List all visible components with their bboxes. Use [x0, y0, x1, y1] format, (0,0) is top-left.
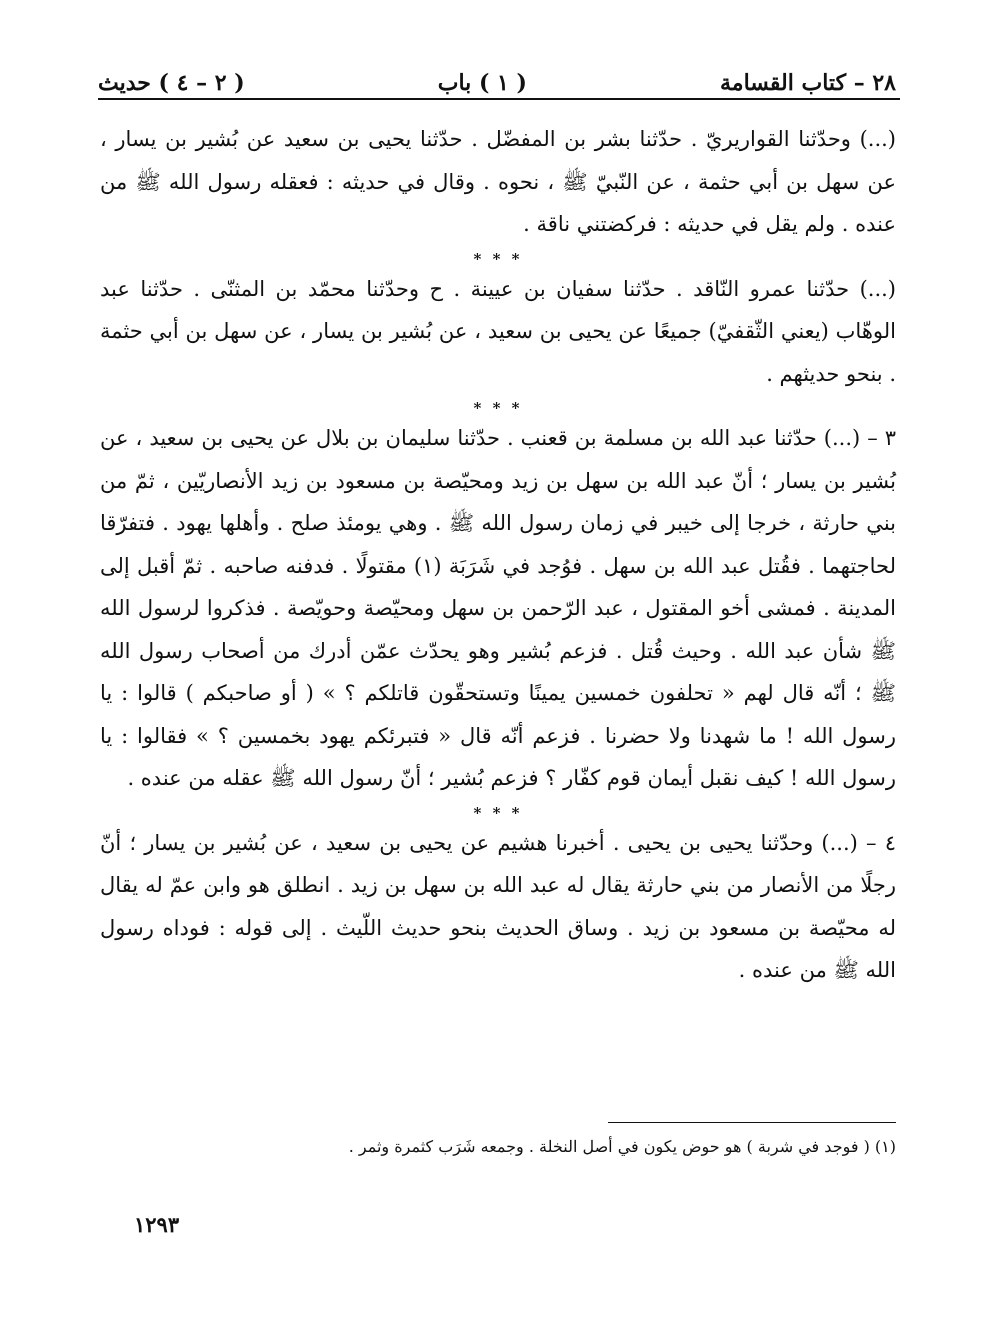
hadith-paragraph-4: ٤ – (...) وحدّثنا يحيى بن يحيى . أخبرنا هشيم عن يحيى بن سعيد ، عن بُشير بن يسار ؛ أنّ رجلًا من الأنصار من بني حارثة يقال له عبد الله بن سهل بن زيد . انطلق هو وابن عمّ له يقال له محيّصة بن مسعود بن زيد . وساق الحديث بنحو حديث اللّيث . إلى قوله : فوداه رسول الله ﷺ من عنده . — [100, 830, 896, 982]
footnote-rule — [608, 1122, 896, 1123]
section-separator: * * * — [473, 249, 523, 268]
header-rule — [98, 98, 900, 100]
book-title: ٢٨ – كتاب القسامة — [720, 70, 896, 96]
hadith-range: ( ٢ – ٤ ) حديث — [98, 70, 245, 96]
section-separator: * * * — [473, 803, 523, 822]
section-separator: * * * — [473, 399, 523, 417]
hadith-paragraph-1: (...) وحدّثنا القواريريّ . حدّثنا بشر بن المفضّل . حدّثنا يحيى بن سعيد عن بُشير بن يسار ، عن سهل بن أبي حثمة ، عن النّبيّ ﷺ ، نحوه . وقال في حديثه : فعقله رسول الله ﷺ من عنده . ولم يقل في حديثه : فركضتني ناقة . — [100, 127, 896, 236]
page-header — [98, 58, 896, 96]
page-number: ١٢٩٣ — [134, 1212, 180, 1237]
chapter-label: ( ١ ) باب — [437, 70, 527, 96]
main-text — [100, 118, 896, 992]
hadith-paragraph-2: (...) حدّثنا عمرو النّاقد . حدّثنا سفيان بن عيينة . ح وحدّثنا محمّد بن المثنّى . حدّثنا عبد الوهّاب (يعني الثّقفيّ) جميعًا عن يحيى بن سعيد ، عن بُشير بن يسار ، عن سهل بن أبي حثمة . بنحو حديثهم . — [100, 276, 896, 386]
hadith-paragraph-3: ٣ – (...) حدّثنا عبد الله بن مسلمة بن قعنب . حدّثنا سليمان بن بلال عن يحيى بن سعيد ، عن بُشير بن يسار ؛ أنّ عبد الله بن سهل بن زيد ومحيّصة بن مسعود بن زيد الأنصاريّين ، ثمّ من بني حارثة ، خرجا إلى خيبر في زمان رسول الله ﷺ . وهي يومئذ صلح . وأهلها يهود . فتفرّقا لحاجتهما . فقُتل عبد الله بن سهل . فوُجد في شَرَبَة (١) مقتولًا . فدفنه صاحبه . ثمّ أقبل إلى المدينة . فمشى أخو المقتول ، عبد الرّحمن بن سهل ومحيّصة وحويّصة . فذكروا لرسول الله ﷺ شأن عبد الله . وحيث قُتل . فزعم بُشير وهو يحدّث عمّن أدرك من أصحاب رسول الله ﷺ ؛ أنّه قال لهم « تحلفون خمسين يمينًا وتستحقّون قاتلكم ؟ » ( أو صاحبكم ) قالوا : يا رسول الله ! ما شهدنا ولا حضرنا . فزعم أنّه قال « فتبرئكم يهود بخمسين ؟ » فقالوا : يا رسول الله ! كيف نقبل أيمان قوم كفّار ؟ فزعم بُشير ؛ أنّ رسول الله ﷺ عقله من عنده . — [100, 426, 897, 790]
footnote: (١) ( فوجد في شربة ) هو حوض يكون في أصل النخلة . وجمعه شَرَب كثمرة وثمر . — [348, 1137, 896, 1156]
